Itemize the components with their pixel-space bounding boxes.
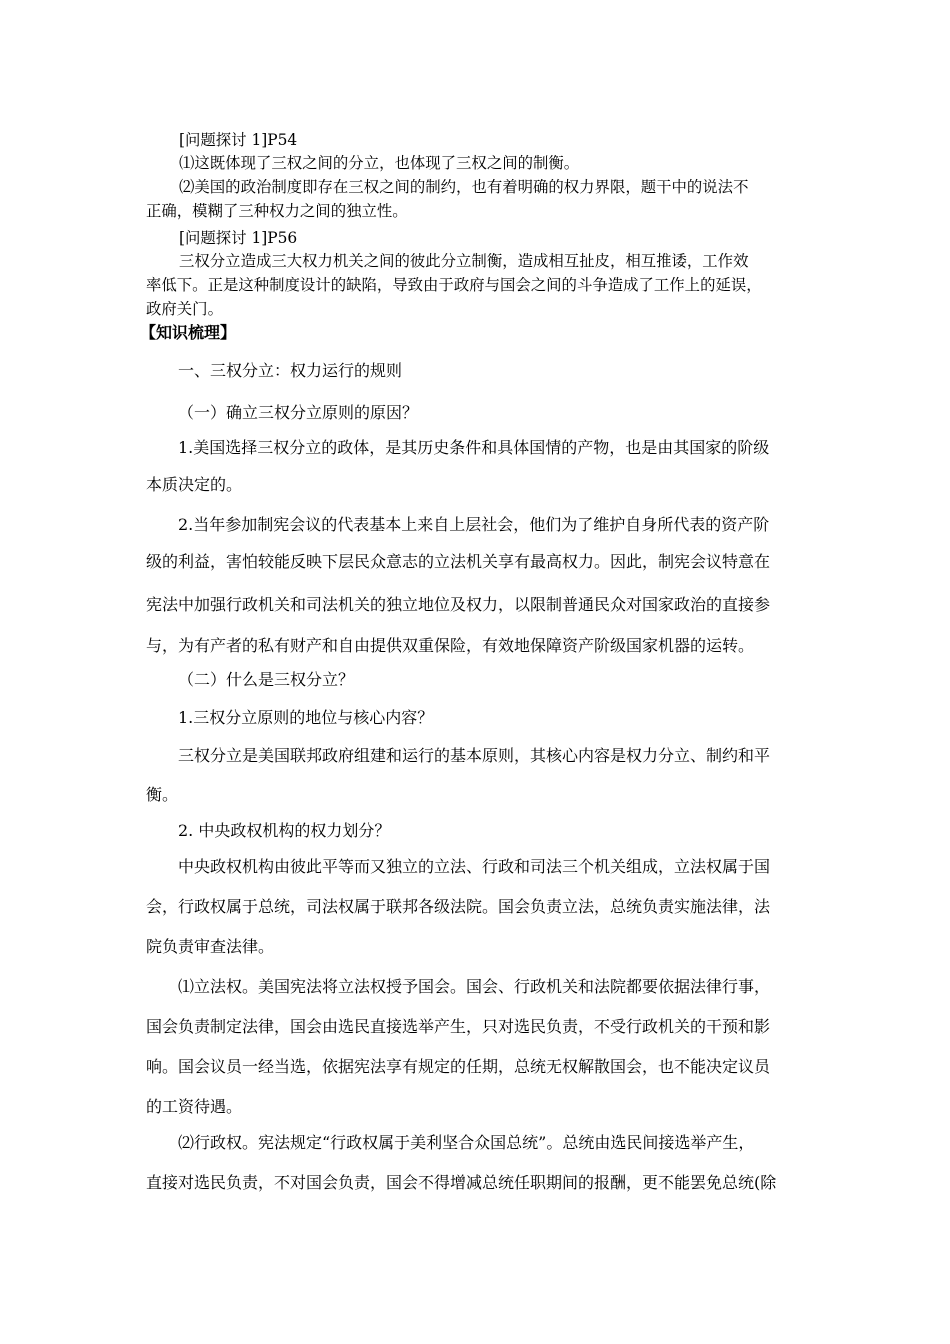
paragraph-line: 1.美国选择三权分立的政体，是其历史条件和具体国情的产物，也是由其国家的阶级 — [178, 438, 770, 457]
heading-level-2: （二）什么是三权分立？ — [178, 670, 355, 689]
paragraph-line: 响。国会议员一经当选，依据宪法享有规定的任期，总统无权解散国会，也不能决定议员 — [146, 1057, 771, 1076]
paragraph-line: 的工资待遇。 — [146, 1097, 243, 1116]
discussion-title-p54: [问题探讨 1]P54 — [179, 131, 298, 149]
heading-level-2: （一）确立三权分立原则的原因？ — [178, 403, 419, 422]
answer-line: 政府关门。 — [146, 300, 223, 318]
paragraph-line: 1.三权分立原则的地位与核心内容？ — [178, 708, 434, 727]
paragraph-line: 级的利益，害怕较能反映下层民众意志的立法机关享有最高权力。因此，制宪会议特意在 — [146, 552, 771, 571]
paragraph-line: 院负责审查法律。 — [146, 937, 275, 956]
paragraph-line: 中央政权机构由彼此平等而又独立的立法、行政和司法三个机关组成，立法权属于国 — [178, 857, 771, 876]
paragraph-line: 宪法中加强行政机关和司法机关的独立地位及权力，以限制普通民众对国家政治的直接参 — [146, 595, 771, 614]
heading-level-1: 一、三权分立：权力运行的规则 — [178, 361, 403, 380]
answer-line: ⑵美国的政治制度即存在三权之间的制约，也有着明确的权力界限，题干中的说法不 — [179, 178, 749, 196]
answer-line: 正确，模糊了三种权力之间的独立性。 — [146, 202, 408, 220]
answer-line: 率低下。正是这种制度设计的缺陷，导致由于政府与国会之间的斗争造成了工作上的延误， — [146, 276, 762, 294]
paragraph-line: ⑴立法权。美国宪法将立法权授予国会。国会、行政机关和法院都要依据法律行事， — [178, 977, 771, 996]
answer-line: 三权分立造成三大权力机关之间的彼此分立制衡，造成相互扯皮，相互推诿，工作效 — [179, 252, 749, 270]
paragraph-line: 本质决定的。 — [146, 475, 243, 494]
paragraph-line: 2. 中央政权机构的权力划分？ — [178, 821, 391, 840]
paragraph-line: 衡。 — [146, 785, 179, 804]
paragraph-line: ⑵行政权。宪法规定“行政权属于美利坚合众国总统”。总统由选民间接选举产生， — [178, 1133, 755, 1152]
paragraph-line: 与，为有产者的私有财产和自由提供双重保险，有效地保障资产阶级国家机器的运转。 — [146, 636, 755, 655]
paragraph-line: 2.当年参加制宪会议的代表基本上来自上层社会，他们为了维护自身所代表的资产阶 — [178, 515, 770, 534]
paragraph-line: 三权分立是美国联邦政府组建和运行的基本原则，其核心内容是权力分立、制约和平 — [178, 746, 771, 765]
paragraph-line: 直接对选民负责，不对国会负责，国会不得增减总统任职期间的报酬，更不能罢免总统(除 — [146, 1173, 777, 1192]
paragraph-line: 会，行政权属于总统，司法权属于联邦各级法院。国会负责立法，总统负责实施法律，法 — [146, 897, 771, 916]
section-heading: 【知识梳理】 — [140, 323, 237, 342]
discussion-title-p56: [问题探讨 1]P56 — [179, 229, 298, 247]
answer-line: ⑴这既体现了三权之间的分立，也体现了三权之间的制衡。 — [179, 154, 580, 172]
paragraph-line: 国会负责制定法律，国会由选民直接选举产生，只对选民负责，不受行政机关的干预和影 — [146, 1017, 771, 1036]
